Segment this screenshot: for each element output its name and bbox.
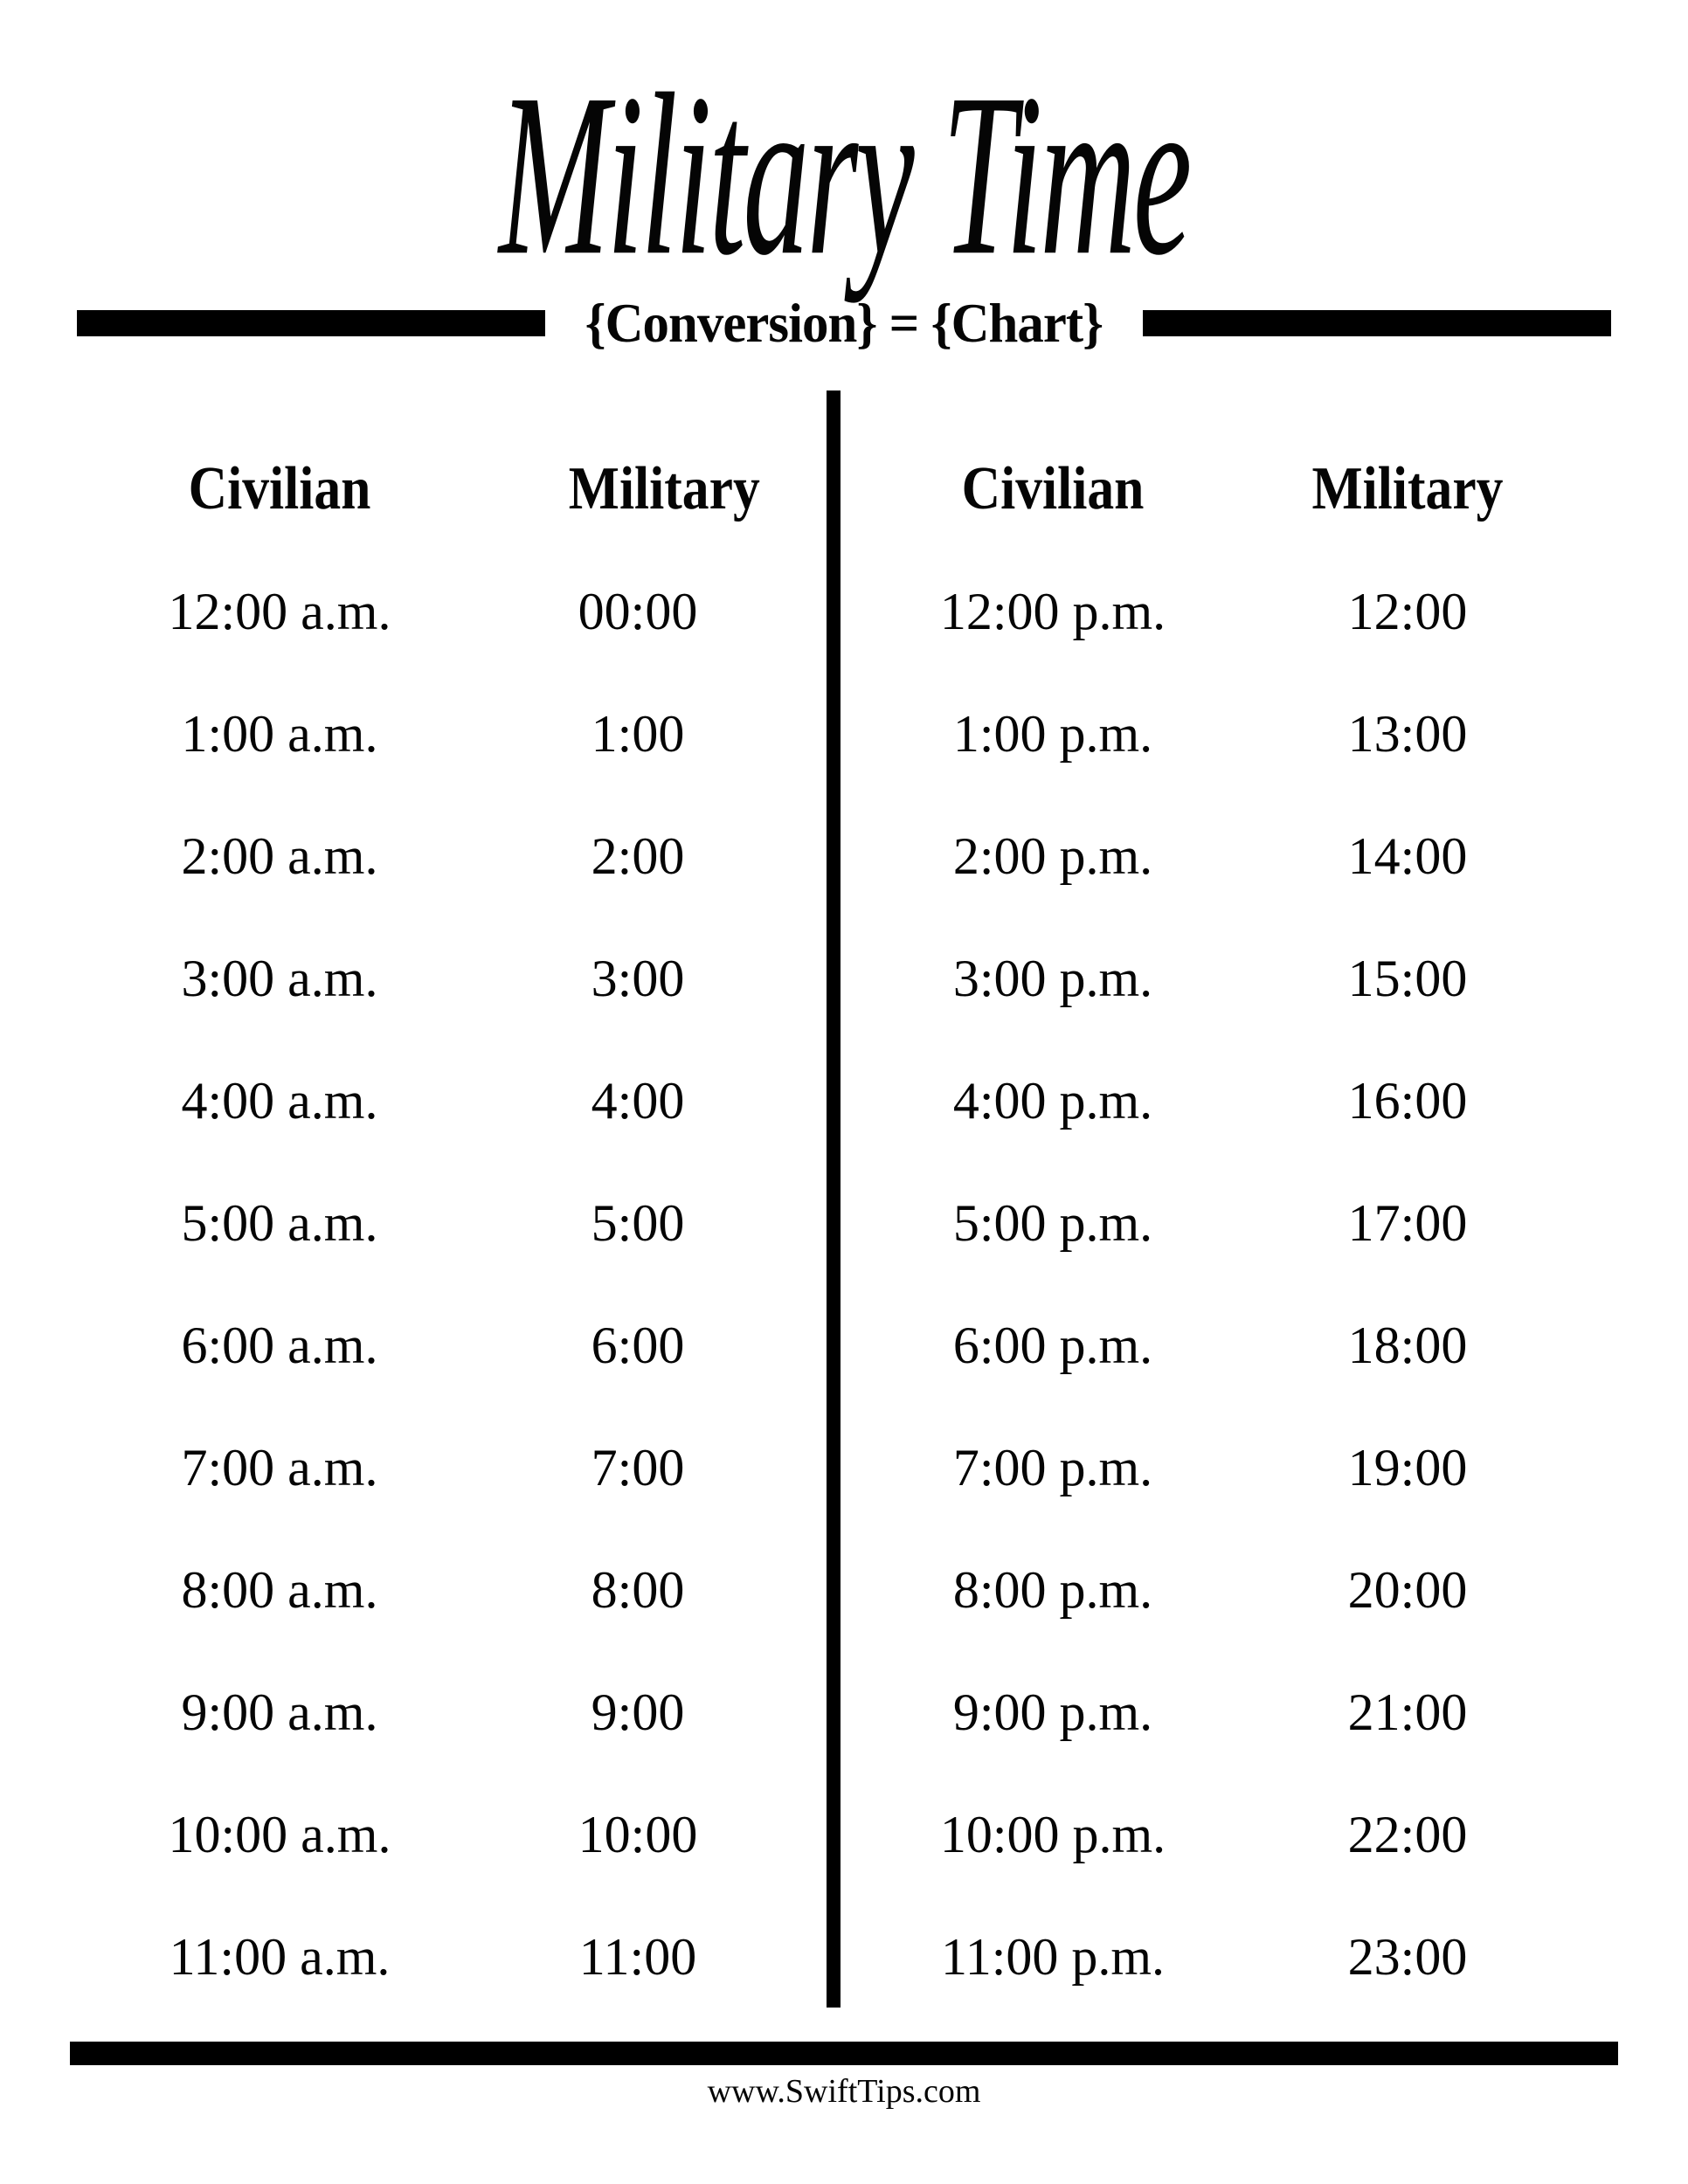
civilian-time: 7:00 a.m. xyxy=(181,1438,378,1496)
table-row xyxy=(841,673,1688,795)
military-time: 7:00 xyxy=(591,1438,685,1496)
military-time: 11:00 xyxy=(578,1927,697,1986)
civilian-time: 9:00 p.m. xyxy=(952,1683,1153,1741)
subtitle-rule-right xyxy=(1143,310,1611,336)
military-time: 10:00 xyxy=(578,1805,698,1863)
civilian-time: 1:00 a.m. xyxy=(181,704,378,763)
military-time: 20:00 xyxy=(1347,1560,1468,1619)
table-row xyxy=(0,1162,827,1284)
pm-table-rows xyxy=(841,550,1688,2018)
civilian-time: 1:00 p.m. xyxy=(952,704,1153,763)
civilian-time: 10:00 a.m. xyxy=(168,1805,391,1863)
civilian-time: 3:00 a.m. xyxy=(181,949,378,1007)
footer-website: www.SwiftTips.com xyxy=(707,2073,981,2110)
subtitle-rule-left xyxy=(77,310,545,336)
military-time: 17:00 xyxy=(1347,1193,1468,1252)
page-title: Military Time xyxy=(498,47,1190,304)
civilian-time: 6:00 a.m. xyxy=(181,1316,378,1374)
table-row xyxy=(841,1406,1688,1529)
civilian-time: 12:00 a.m. xyxy=(168,582,391,640)
military-time: 15:00 xyxy=(1347,949,1468,1007)
civilian-time: 7:00 p.m. xyxy=(952,1438,1153,1496)
table-row xyxy=(841,550,1688,673)
table-row xyxy=(0,550,827,673)
pm-table xyxy=(841,428,1688,2018)
table-row xyxy=(0,1284,827,1406)
table-row xyxy=(841,1651,1688,1773)
civilian-time: 12:00 p.m. xyxy=(939,582,1166,640)
table-row xyxy=(841,1284,1688,1406)
military-time: 12:00 xyxy=(1347,582,1468,640)
table-row xyxy=(0,673,827,795)
military-time: 00:00 xyxy=(578,582,698,640)
column-header-civilian: Civilian xyxy=(961,455,1145,522)
table-row xyxy=(841,1162,1688,1284)
military-time: 2:00 xyxy=(591,826,685,885)
civilian-time: 2:00 a.m. xyxy=(181,826,378,885)
military-time: 21:00 xyxy=(1347,1683,1468,1741)
civilian-time: 8:00 a.m. xyxy=(181,1560,378,1619)
civilian-time: 6:00 p.m. xyxy=(952,1316,1153,1374)
civilian-time: 3:00 p.m. xyxy=(952,949,1153,1007)
military-time: 18:00 xyxy=(1347,1316,1468,1374)
table-row xyxy=(0,1896,827,2018)
table-row xyxy=(0,1529,827,1651)
page-subtitle: {Conversion} = {Chart} xyxy=(585,292,1103,354)
civilian-time: 4:00 p.m. xyxy=(952,1071,1153,1130)
military-time: 6:00 xyxy=(591,1316,685,1374)
civilian-time: 10:00 p.m. xyxy=(939,1805,1166,1863)
civilian-time: 9:00 a.m. xyxy=(181,1683,378,1741)
table-row xyxy=(0,795,827,917)
civilian-time: 2:00 p.m. xyxy=(952,826,1153,885)
military-time: 13:00 xyxy=(1347,704,1468,763)
civilian-time: 5:00 p.m. xyxy=(952,1193,1153,1252)
military-time: 9:00 xyxy=(591,1683,685,1741)
military-time: 22:00 xyxy=(1347,1805,1468,1863)
column-header-military: Military xyxy=(568,455,760,522)
military-time: 3:00 xyxy=(591,949,685,1007)
table-row xyxy=(0,1651,827,1773)
am-table xyxy=(0,428,827,2018)
military-time: 14:00 xyxy=(1347,826,1468,885)
table-row xyxy=(841,1040,1688,1162)
table-row xyxy=(841,795,1688,917)
footer-rule xyxy=(70,2042,1618,2065)
military-time: 4:00 xyxy=(591,1071,685,1130)
pm-table-header xyxy=(841,428,1688,550)
table-row xyxy=(0,1406,827,1529)
center-divider-rule xyxy=(827,390,841,2008)
table-row xyxy=(0,1773,827,1896)
civilian-time: 5:00 a.m. xyxy=(181,1193,378,1252)
table-row xyxy=(0,1040,827,1162)
column-header-military: Military xyxy=(1311,455,1504,522)
table-row xyxy=(841,1773,1688,1896)
table-row xyxy=(841,917,1688,1040)
table-row xyxy=(841,1896,1688,2018)
am-table-header xyxy=(0,428,827,550)
civilian-time: 11:00 p.m. xyxy=(940,1927,1166,1986)
civilian-time: 11:00 a.m. xyxy=(169,1927,391,1986)
military-time: 8:00 xyxy=(591,1560,685,1619)
military-time: 16:00 xyxy=(1347,1071,1468,1130)
subtitle-band xyxy=(0,287,1688,360)
civilian-time: 8:00 p.m. xyxy=(952,1560,1153,1619)
military-time: 23:00 xyxy=(1347,1927,1468,1986)
civilian-time: 4:00 a.m. xyxy=(181,1071,378,1130)
military-time: 19:00 xyxy=(1347,1438,1468,1496)
column-header-civilian: Civilian xyxy=(188,455,371,522)
military-time: 1:00 xyxy=(591,704,685,763)
military-time: 5:00 xyxy=(591,1193,685,1252)
am-table-rows xyxy=(0,550,827,2018)
table-row xyxy=(841,1529,1688,1651)
table-row xyxy=(0,917,827,1040)
